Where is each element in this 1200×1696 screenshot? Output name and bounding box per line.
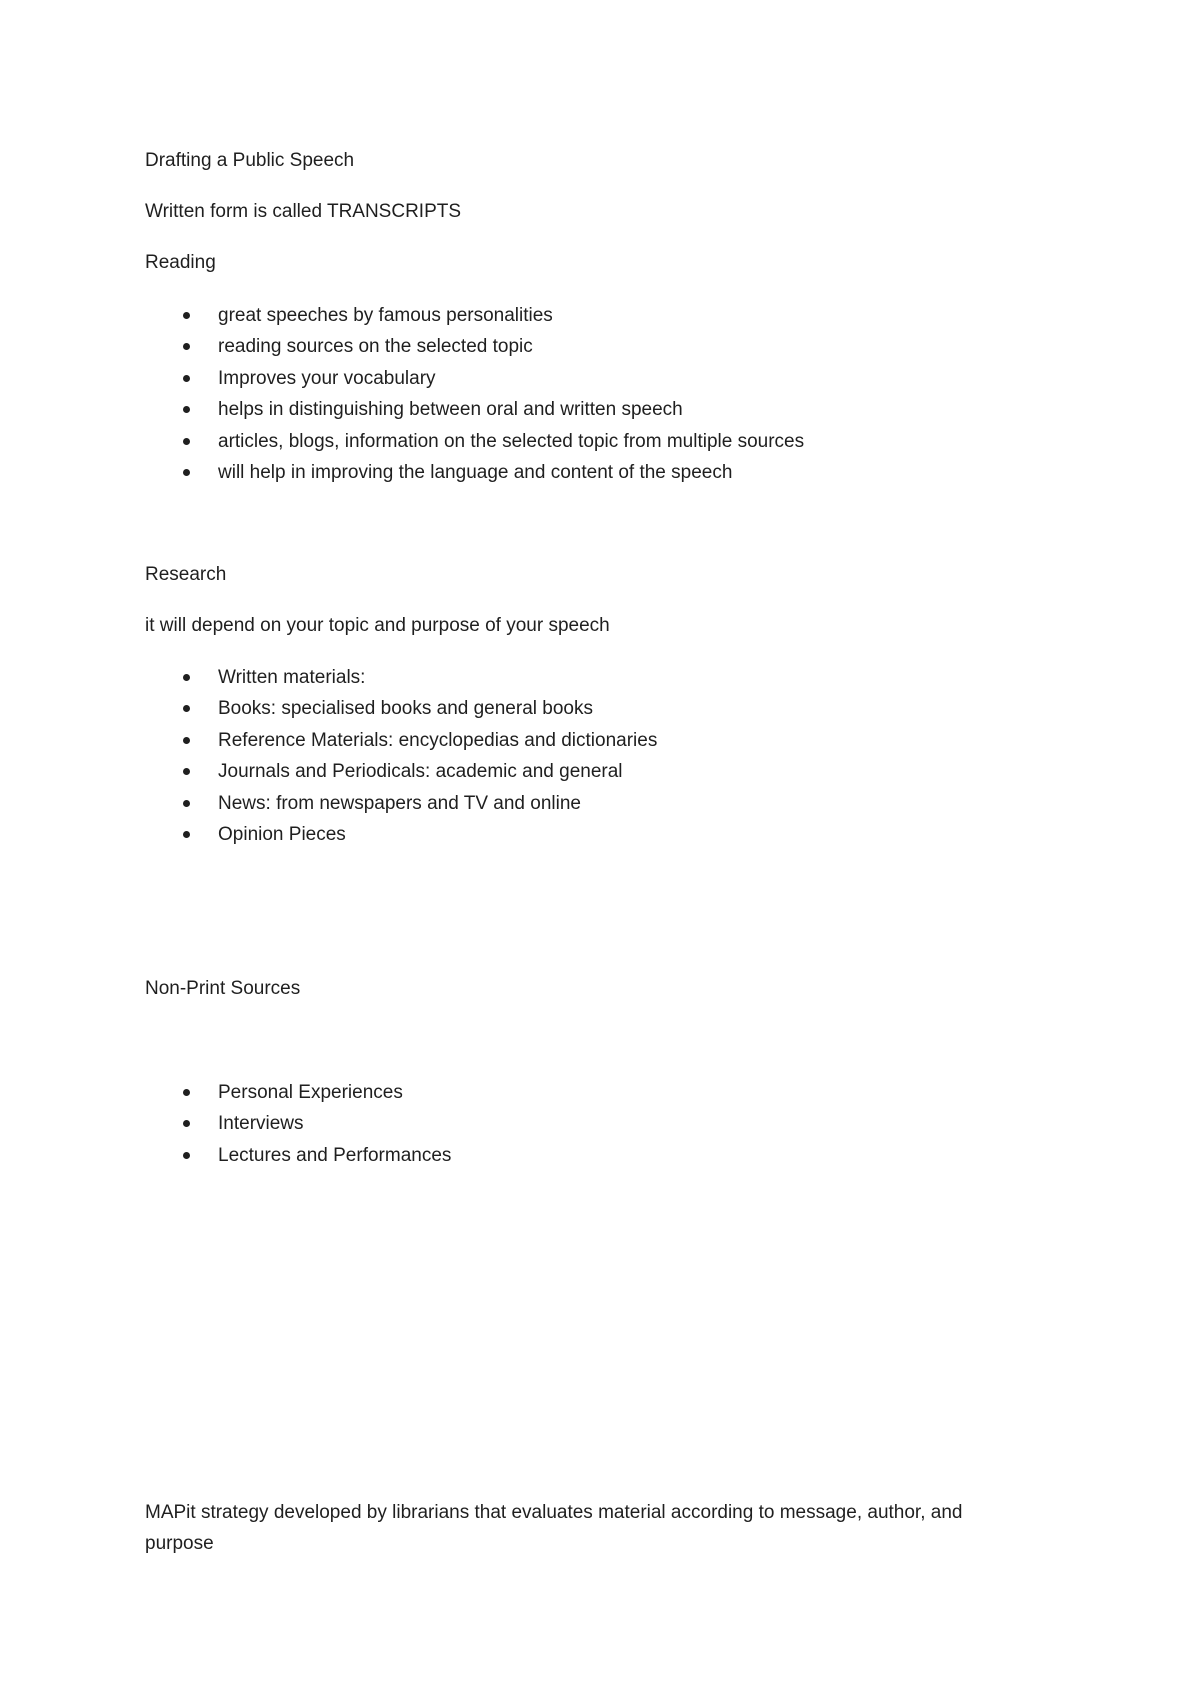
list-item-text: Opinion Pieces: [218, 823, 346, 845]
research-heading: Research: [145, 564, 227, 585]
bullet-icon: [183, 343, 190, 350]
bullet-icon: [183, 438, 190, 445]
list-item-text: Reference Materials: encyclopedias and dictionaries: [218, 729, 658, 751]
mapit-line-1: MAPit strategy developed by librarians that evaluates material according to message, author, and: [145, 1502, 963, 1523]
list-item-text: great speeches by famous personalities: [218, 305, 553, 326]
bullet-icon: [183, 469, 190, 476]
research-intro: it will depend on your topic and purpose of your speech: [145, 615, 610, 636]
bullet-icon: [183, 1152, 190, 1159]
bullet-icon: [183, 768, 190, 775]
list-item-text: Improves your vocabulary: [218, 367, 436, 389]
bullet-icon: [183, 406, 190, 413]
bullet-icon: [183, 674, 190, 681]
list-item-text: Interviews: [218, 1113, 304, 1135]
bullet-icon: [183, 375, 190, 382]
list-item-text: Personal Experiences: [218, 1082, 403, 1103]
list-item-text: will help in improving the language and content of the speech: [218, 461, 733, 483]
bullet-icon: [183, 705, 190, 712]
list-item-text: News: from newspapers and TV and online: [218, 792, 581, 814]
bullet-icon: [183, 831, 190, 838]
list-item-text: Books: specialised books and general books: [218, 698, 593, 720]
list-item-text: articles, blogs, information on the selected topic from multiple sources: [218, 430, 805, 452]
list-item-text: Journals and Periodicals: academic and general: [218, 761, 623, 783]
bullet-icon: [183, 737, 190, 744]
bullet-icon: [183, 800, 190, 807]
list-item-text: helps in distinguishing between oral and written speech: [218, 399, 683, 421]
list-item-text: Written materials:: [218, 667, 366, 688]
bullet-icon: [183, 312, 190, 319]
reading-heading: Reading: [145, 252, 216, 273]
non-print-heading: Non-Print Sources: [145, 978, 301, 999]
mapit-line-2: purpose: [145, 1533, 214, 1554]
transcripts-line: Written form is called TRANSCRIPTS: [145, 201, 462, 222]
list-item-text: reading sources on the selected topic: [218, 336, 533, 358]
list-item-text: Lectures and Performances: [218, 1144, 452, 1166]
bullet-icon: [183, 1089, 190, 1096]
document-title: Drafting a Public Speech: [145, 150, 355, 171]
bullet-icon: [183, 1120, 190, 1127]
